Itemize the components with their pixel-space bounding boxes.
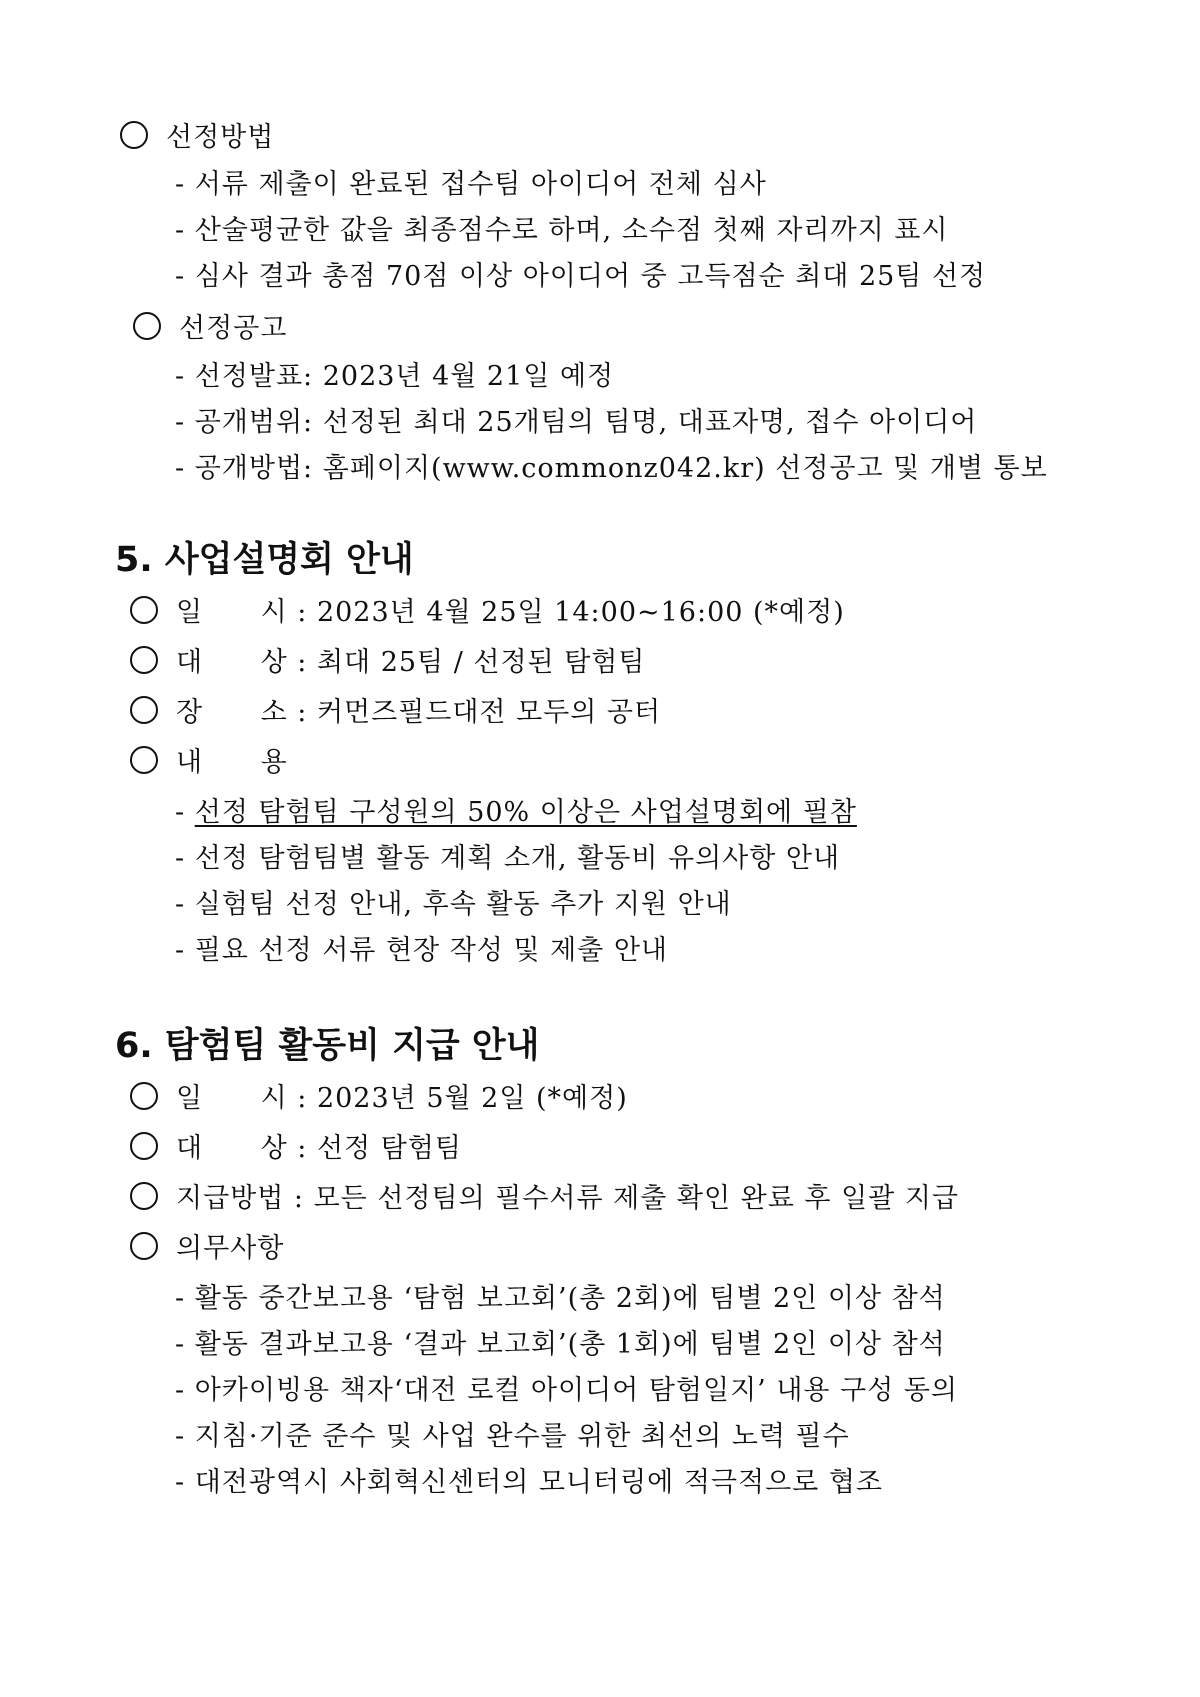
list-item: - 공개범위: 선정된 최대 25개팀의 팀명, 대표자명, 접수 아이디어 (175, 407, 978, 438)
row-label: 지급방법 (176, 1183, 285, 1214)
row-label: 일 시 (176, 597, 288, 628)
row-value: : 커먼즈필드대전 모두의 공터 (297, 697, 662, 728)
info-row (130, 690, 661, 729)
list-item: - 서류 제출이 완료된 접수팀 아이디어 전체 심사 (175, 169, 767, 200)
row-label: 의무사항 (176, 1233, 285, 1264)
info-row (130, 640, 645, 679)
list-item: - 아카이빙용 책자‘대전 로컬 아이디어 탐험일지’ 내용 구성 동의 (175, 1375, 958, 1406)
info-row (130, 1176, 959, 1215)
row-label: 대 상 (176, 647, 288, 678)
row-value: : 2023년 5월 2일 (*예정) (297, 1083, 628, 1114)
section-5-heading: 5. 사업설명회 안내 (115, 540, 414, 580)
list-item: - 활동 결과보고용 ‘결과 보고회’(총 1회)에 팀별 2인 이상 참석 (175, 1329, 946, 1360)
circle-bullet-icon (133, 312, 161, 340)
list-item: - 선정 탐험팀별 활동 계획 소개, 활동비 유의사항 안내 (175, 843, 841, 874)
info-row (130, 590, 845, 629)
info-row (130, 1126, 462, 1165)
section-6-heading: 6. 탐험팀 활동비 지급 안내 (115, 1026, 540, 1066)
circle-bullet-icon (130, 746, 158, 774)
list-item: - 공개방법: 홈페이지(www.commonz042.kr) 선정공고 및 개별 통보 (175, 453, 1048, 484)
row-value: : 선정 탐험팀 (297, 1133, 462, 1164)
list-item: - 지침·기준 준수 및 사업 완수를 위한 최선의 노력 필수 (175, 1421, 850, 1452)
circle-bullet-icon (120, 121, 148, 149)
circle-bullet-icon (130, 1082, 158, 1110)
row-label: 일 시 (176, 1083, 288, 1114)
list-item: - 선정발표: 2023년 4월 21일 예정 (175, 361, 615, 392)
circle-bullet-icon (130, 1182, 158, 1210)
list-item: - 필요 선정 서류 현장 작성 및 제출 안내 (175, 935, 669, 966)
list-item: - 대전광역시 사회혁신센터의 모니터링에 적극적으로 협조 (175, 1467, 884, 1498)
list-item: - 활동 중간보고용 ‘탐험 보고회’(총 2회)에 팀별 2인 이상 참석 (175, 1283, 946, 1314)
section-sel-notice-title: 선정공고 (133, 306, 287, 345)
info-row (130, 1226, 284, 1265)
list-item: - 심사 결과 총점 70점 이상 아이디어 중 고득점순 최대 25팀 선정 (175, 261, 987, 292)
row-value: : 모든 선정팀의 필수서류 제출 확인 완료 후 일괄 지급 (293, 1183, 959, 1214)
row-label: 대 상 (176, 1133, 288, 1164)
row-label: 내 용 (176, 747, 288, 778)
list-item: - 선정 탐험팀 구성원의 50% 이상은 사업설명회에 필참 (175, 797, 857, 828)
circle-bullet-icon (130, 596, 158, 624)
list-item: - 산술평균한 값을 최종점수로 하며, 소수점 첫째 자리까지 표시 (175, 215, 949, 246)
circle-bullet-icon (130, 1232, 158, 1260)
circle-bullet-icon (130, 1132, 158, 1160)
list-item: - 실험팀 선정 안내, 후속 활동 추가 지원 안내 (175, 889, 732, 920)
section-sel-method-title: 선정방법 (120, 115, 274, 154)
row-value: : 2023년 4월 25일 14:00~16:00 (*예정) (297, 597, 845, 628)
circle-bullet-icon (130, 646, 158, 674)
row-label: 장 소 (176, 697, 288, 728)
underlined-note: 선정 탐험팀 구성원의 50% 이상은 사업설명회에 필참 (194, 797, 857, 828)
circle-bullet-icon (130, 696, 158, 724)
row-value: : 최대 25팀 / 선정된 탐험팀 (297, 647, 646, 678)
info-row (130, 740, 288, 779)
info-row (130, 1076, 628, 1115)
